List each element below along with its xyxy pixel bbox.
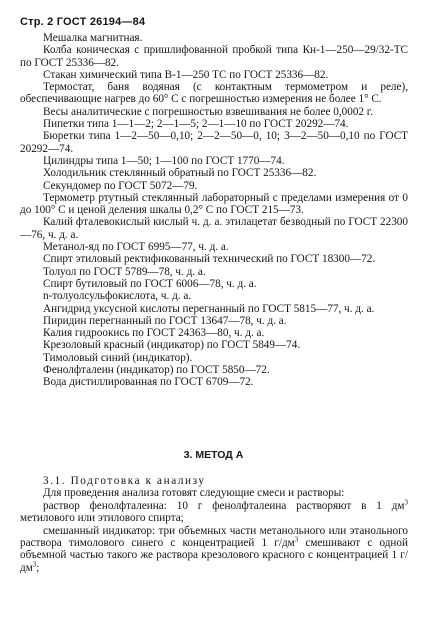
intro-paragraph: Для проведения анализа готовят следующие смеси и растворы: xyxy=(43,487,345,500)
equipment-item: Стакан химический типа В-1—250 ТС по ГОСТ 25336—82. xyxy=(43,68,329,81)
page-header xyxy=(20,16,145,28)
equipment-item: Холодильник стеклянный обратный по ГОСТ 25336—82. xyxy=(43,167,317,180)
equipment-item: Весы аналитические с погрешностью взвешивания не более 0,0002 г. xyxy=(43,105,373,118)
equipment-item: Вода дистиллированная по ГОСТ 6709—72. xyxy=(43,376,254,389)
equipment-item: Мешалка магнитная. xyxy=(43,32,143,44)
subsection-title: 3.1. Подготовка к анализу xyxy=(43,475,206,487)
equipment-item: Спирт этиловый ректификованный технический по ГОСТ 18300—72. xyxy=(43,253,376,266)
equipment-item: Фенолфталеин (индикатор) по ГОСТ 5850—72. xyxy=(43,364,270,377)
phenolphthalein-paragraph: раствор фенолфталеина: 10 г фенолфталеина растворяют в 1 $дм^3$ метилового или этилового спирта; xyxy=(20,498,408,525)
equipment-list xyxy=(20,32,408,389)
equipment-item: Спирт бутиловый по ГОСТ 6006—78, ч. д. а. xyxy=(43,277,257,290)
equipment-item: Метанол-яд по ГОСТ 6995—77, ч. д. а. xyxy=(43,241,229,254)
equipment-item: Калий фталевокислый кислый ч. д. а. этилацетат безводный по ГОСТ 22300—76, ч. д. а. xyxy=(20,216,408,241)
section-title: 3. МЕТОД А xyxy=(183,449,244,461)
equipment-item: Пипетки типа 1—1—2; 2—1—5; 2—1—10 по ГОСТ 20292—74. xyxy=(43,118,349,131)
equipment-item: Цилиндры типа 1—50; 1—100 по ГОСТ 1770—74. xyxy=(43,154,285,167)
mixed-indicator-paragraph: смешанный индикатор: три объемных части метанольного или этанольного раствора тимолового синего с концентрацией 1 $г/дм^3$ смешивают с одной объемной частью такого же раствора крезолового красного с концентрацией 1 $г/дм^3$; xyxy=(20,524,408,574)
section-body xyxy=(20,475,408,574)
equipment-item: Термостат, баня водяная (с контактным термометром и реле), обеспечивающие нагрев до 60° С с погрешностью измерения не более 1° С. xyxy=(20,81,408,106)
equipment-item: Крезоловый красный (индикатор) по ГОСТ 5849—74. xyxy=(43,339,301,352)
equipment-item: Толуол по ГОСТ 5789—78, ч. д. а. xyxy=(43,265,206,278)
equipment-item: Бюретки типа 1—2—50—0,10; 2—2—50—0, 10; 3—2—50—0,10 по ГОСТ 20292—74. xyxy=(20,130,408,155)
equipment-item: Тимоловый синий (индикатор). xyxy=(43,351,193,364)
page-number: Стр. 2 xyxy=(20,16,54,28)
standard-number: ГОСТ 26194—84 xyxy=(56,16,146,28)
equipment-item: Ангидрид уксусной кислоты перегнанный по ГОСТ 5815—77, ч. д. а. xyxy=(43,302,375,315)
equipment-item: Калия гидроокись по ГОСТ 24363—80, ч. д. а. xyxy=(43,327,265,340)
equipment-item: n-толуолсульфокислота, ч. д. а. xyxy=(43,290,192,303)
equipment-item: Секундомер по ГОСТ 5072—79. xyxy=(43,179,198,192)
equipment-item: Термометр ртутный стеклянный лабораторный с пределами измерения от 0 до 100° С и ценой деления шкалы 0,2° С по ГОСТ 215—73. xyxy=(20,191,408,217)
equipment-item: Колба коническая с пришлифованной пробкой типа Кн-1—250—29/32-ТС по ГОСТ 25336—82. xyxy=(20,44,408,69)
equipment-item: Пиридин перегнанный по ГОСТ 13647—78, ч. д. а. xyxy=(43,314,287,327)
